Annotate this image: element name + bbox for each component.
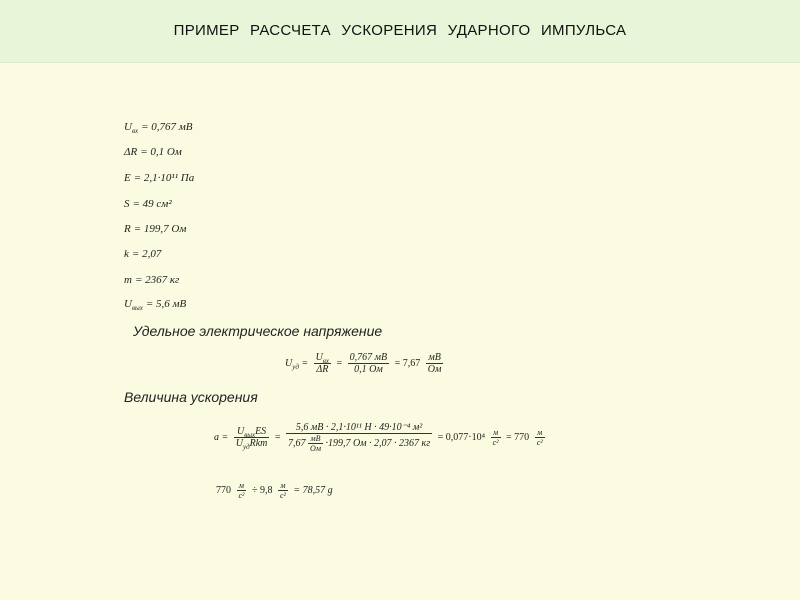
acceleration-result-unit: $\frac{м}{\text{с²}}$ — [536, 428, 543, 447]
g-accel-unit: $\frac{м}{\text{с²}}$ — [238, 481, 245, 500]
given-value-row: k = 2,07 — [124, 248, 162, 260]
given-value-row: ΔR = 0,1 Ом — [124, 146, 182, 158]
given-value-row: E = 2,1·10¹¹ Па — [124, 172, 195, 184]
acceleration-intermediate-unit: $\frac{м}{\text{с²}}$ — [492, 428, 499, 447]
page-title: ПРИМЕР РАССЧЕТА УСКОРЕНИЯ УДАРНОГО ИМПУЛЬСА — [173, 22, 627, 39]
voltage-result: = 7,67 — [394, 358, 421, 369]
voltage-lhs: $U_{уд}$ = — [285, 358, 309, 371]
g-divisor: ÷ 9,8 — [251, 485, 273, 496]
divider — [0, 62, 800, 63]
given-value-row: S = 49 см² — [124, 198, 172, 210]
acceleration-formula: a = $\frac{U_{вых}ES}{U_{уд}Rkm}$ = 5,6 мВ · 2,1·10¹¹ Н · 49·10⁻⁴ м² 7,67 $\frac{мВ}{Ом}$ ·199,7 Ом · 2,07 · 2367 кг = 0,077·10⁴ $\frac{м}{\text{с²}}$ = 770 $\frac{м}{\text{с²}}$ — [211, 422, 545, 453]
acceleration-result: = 770 — [506, 432, 530, 443]
given-value-row: $U_{вх} = 0,767$ мВ — [124, 121, 193, 136]
acceleration-intermediate: = 0,077·10⁴ — [437, 432, 486, 443]
acceleration-caption: Величина ускорения — [124, 389, 258, 405]
g-unit: $\frac{м}{\text{с²}}$ — [279, 481, 286, 500]
given-value-row: R = 199,7 Ом — [124, 223, 187, 235]
voltage-unit: $\frac{мВ}{Ом}$ — [427, 352, 442, 375]
acceleration-fraction-numeric: 5,6 мВ · 2,1·10¹¹ Н · 49·10⁻⁴ м² 7,67 $\frac{мВ}{Ом}$ ·199,7 Ом · 2,07 · 2367 кг — [288, 422, 431, 453]
given-value-row: $U_{вых} = 5,6$ мВ — [124, 298, 187, 313]
acceleration-fraction-symbolic: $\frac{U_{вых}ES}{U_{уд}Rkm}$ — [235, 426, 268, 451]
g-result: = 78,57 g — [293, 485, 333, 496]
title-bar — [0, 0, 800, 62]
voltage-fraction-numeric: $\frac{0,767 мВ}{0,1 Ом}$ — [349, 352, 388, 375]
given-value-row: m = 2367 кг — [124, 274, 180, 286]
voltage-fraction-symbolic: $\frac{U_{вх}}{\Delta R}$ — [315, 352, 330, 375]
acceleration-lhs: a = — [214, 432, 229, 443]
voltage-caption: Удельное электрическое напряжение — [133, 323, 383, 339]
voltage-formula: $U_{уд}$ = $\frac{U_{вх}}{\Delta R}$ = $\frac{0,767 мВ}{0,1 Ом}$ = 7,67 $\frac{мВ}{Ом}$ — [282, 352, 443, 375]
g-conversion-formula: 770 $\frac{м}{\text{с²}}$ ÷ 9,8 $\frac{м}{\text{с²}}$ = 78,57 g — [213, 481, 336, 500]
